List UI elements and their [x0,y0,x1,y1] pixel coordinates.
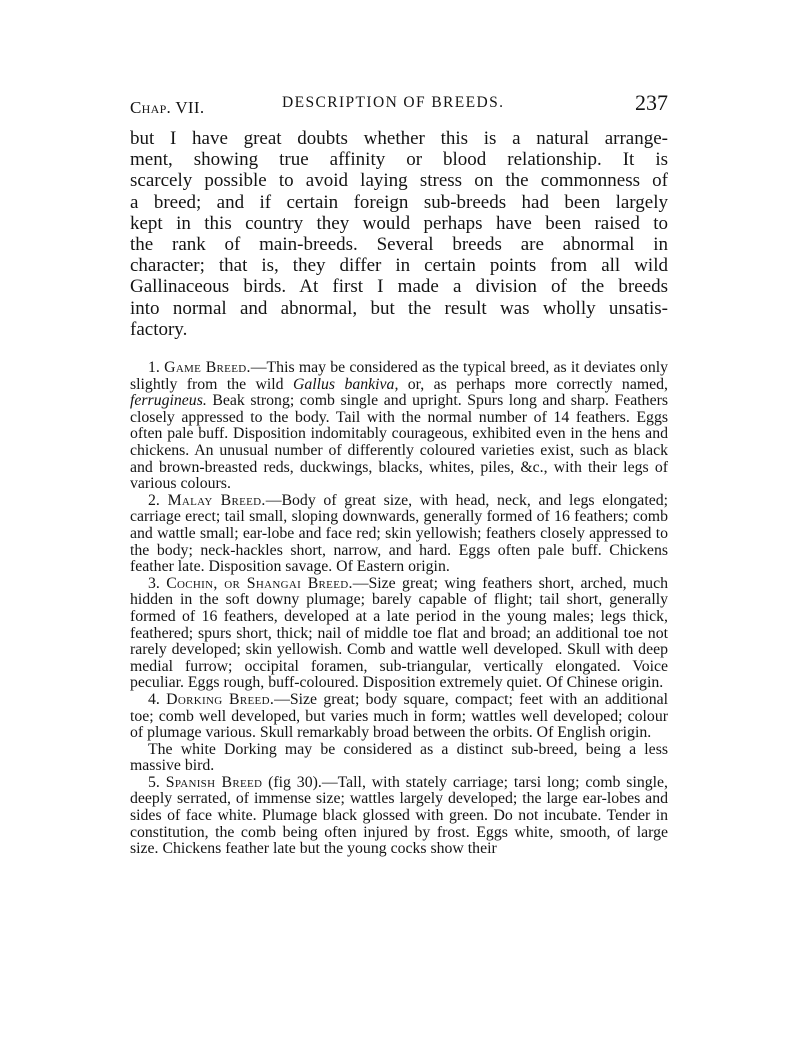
intro-line: kept in this country they would perhaps have been raised to [130,212,668,234]
intro-line: factory. [130,318,188,340]
breed-number: 2. [148,491,160,509]
breed-entry-malay [130,493,668,576]
species-name: ferrugineus. [130,392,207,410]
chapter-label: Chap. VII. [130,98,205,117]
breed-name: Malay Breed. [167,491,266,509]
page-number: 237 [635,90,668,115]
breed-paragraph [130,775,668,858]
breed-text: —Size great; wing feathers short, arched, much hidden in the soft downy plumage; barely capable of flight; tail short, generally formed of 16 feathers, developed at a late period in the young males; legs thick, feathered; spurs short, thick; nail of middle toe flat and broad; an additional toe not rarely developed; skin yellowish. Comb and wattle well developed. Skull with deep medial furrow; occipital foramen, sub-triangular, vertically elongated. Voice peculiar. Eggs rough, buff-coloured. Disposition extremely quiet. Of Chinese origin. [130,574,668,692]
breed-number: 4. [148,690,160,708]
breed-paragraph [130,493,668,576]
intro-paragraph [130,128,668,340]
breed-number: 3. [148,574,160,592]
intro-line: scarcely possible to avoid laying stress on the commonness of [130,170,668,192]
intro-line: into normal and abnormal, but the result was wholly unsatis- [130,297,668,319]
breed-entry-game [130,360,668,493]
breed-entry-spanish [130,775,668,858]
species-name: Gallus bankiva, [292,375,399,393]
breed-paragraph [130,576,668,692]
breed-entry-dorking [130,692,668,775]
intro-line: ment, showing true affinity or blood relationship. It is [130,149,668,171]
breed-subnote: The white Dorking may be considered as a distinct sub-breed, being a less massive bird. [130,740,668,775]
breed-name: Dorking Breed. [166,690,275,708]
running-title: DESCRIPTION OF BREEDS. [282,94,505,111]
breed-number: 1. [148,359,160,377]
breed-text: (fig 30).—Tall, with stately carriage; tarsi long; comb single, deeply serrated, of immense size; wattles largely developed; the large ear-lobes and sides of face white. Plumage black glossed with green. Do not incubate. Tender in constitution, the comb being often injured by frost. Eggs white, smooth, of large size. Chickens feather late but the young cocks show their [130,773,668,858]
breed-text: —Body of great size, with head, neck, and legs elongated; carriage erect; tail small, sloping downwards, generally formed of 16 feathers; comb and wattle small; ear-lobe and face red; skin yellowish; feathers closely appressed to the body; neck-hackles short, narrow, and hard. Eggs often pale buff. Chickens feather late. Disposition savage. Of Eastern origin. [130,491,669,576]
page-header [130,90,668,124]
breed-paragraph [130,360,668,493]
breed-name: Spanish Breed [165,773,263,791]
intro-line: the rank of main-breeds. Several breeds are abnormal in [130,234,668,256]
breed-text: —Size great; body square, compact; feet with an additional toe; comb well developed, but varies much in form; wattles well developed; colour of plumage various. Skull remarkably broad between the orbits. Of English origin. [130,690,668,742]
breed-name: Game Breed. [164,359,251,377]
intro-line: but I have great doubts whether this is a natural arrange- [130,128,668,149]
intro-line: Gallinaceous birds. At first I made a division of the breeds [130,276,668,298]
breed-text: Beak strong; comb single and upright. Spurs long and sharp. Feathers closely appressed to the body. Tail with the normal number of 14 feathers. Eggs often pale buff. Disposition indomitably courageous, exhibited even in the hens and chickens. An unusual number of differently coloured varieties exist, such as black and brown-breasted reds, duckwings, blacks, whites, piles, &c., with their legs of various colours. [130,392,668,493]
intro-line: a breed; and if certain foreign sub-breeds had been largely [130,191,668,213]
breed-entry-cochin [130,576,668,692]
breed-paragraph [130,692,668,742]
breed-text: —This may be considered as the typical breed, as it deviates only slightly from the wild [130,359,669,393]
breed-number: 5. [148,773,160,791]
intro-line: character; that is, they differ in certain points from all wild [130,255,668,277]
breed-name: Cochin, or Shangai Breed. [166,574,353,592]
breed-text: or, as perhaps more correctly named, [398,375,668,393]
book-page [130,90,668,858]
breed-list [130,360,668,858]
